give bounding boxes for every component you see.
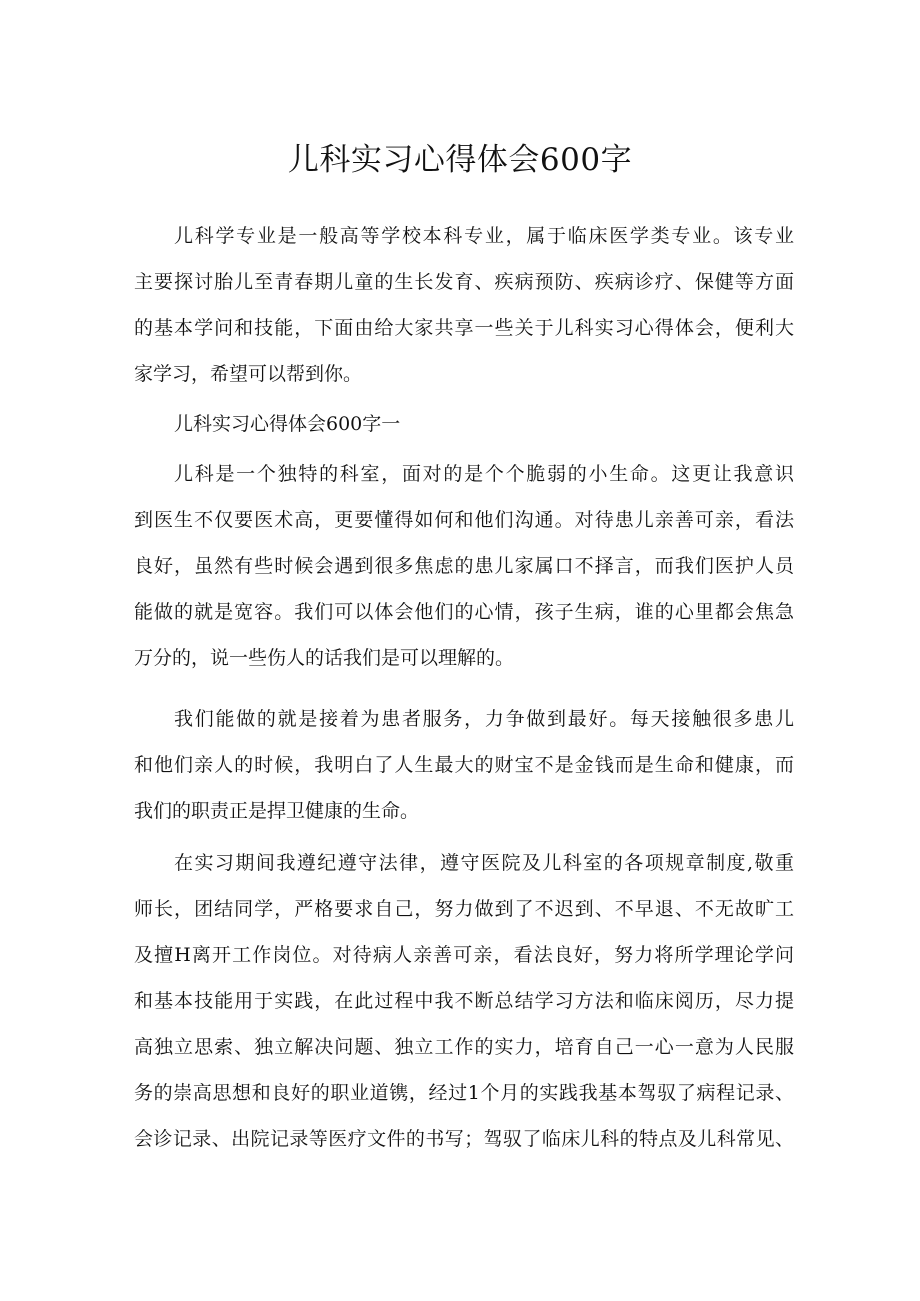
paragraph-3-line-1: 我们能做的就是接着为患者服务，力争做到最好。每天接触很多患儿 [174,708,794,730]
paragraph-3-line-3: 我们的职责正是捍卫健康的生命。 [134,800,420,822]
paragraph-2-line-3: 良好，虽然有些时候会遇到很多焦虑的患儿家属口不择言，而我们医护人员 [134,555,794,577]
paragraph-4-line-2: 师长，团结同学，严格要求自己，努力做到了不迟到、不早退、不无故旷工 [134,898,794,920]
paragraph-3-line-2: 和他们亲人的时候，我明白了人生最大的财宝不是金钱而是生命和健康，而 [134,754,794,776]
paragraph-4-line-5: 高独立思索、独立解决问题、独立工作的实力，培育自己一心一意为人民服 [134,1036,794,1058]
document-title: 儿科实习心得体会600字 [287,142,633,178]
paragraph-4-line-4: 和基本技能用于实践，在此过程中我不断总结学习方法和临床阅历，尽力提 [134,990,794,1012]
paragraph-1-line-3: 的基本学问和技能，下面由给大家共享一些关于儿科实习心得体会，便利大 [134,317,794,339]
paragraph-1-line-2: 主要探讨胎儿至青春期儿童的生长发育、疾病预防、疾病诊疗、保健等方面 [134,271,794,293]
paragraph-4-line-6: 务的崇高思想和良好的职业道镌，经过1个月的实践我基本驾驭了病程记录、 [134,1082,794,1104]
paragraph-2-line-1: 儿科是一个独特的科室，面对的是个个脆弱的小生命。这更让我意识 [174,463,794,485]
paragraph-2-line-5: 万分的，说一些伤人的话我们是可以理解的。 [134,647,515,669]
paragraph-2-line-2: 到医生不仅要医术高，更要懂得如何和他们沟通。对待患儿亲善可亲，看法 [134,509,794,531]
paragraph-4-line-7: 会诊记录、出院记录等医疗文件的书写；驾驭了临床儿科的特点及儿科常见、 [134,1128,794,1150]
paragraph-2-line-4: 能做的就是宽容。我们可以体会他们的心情，孩子生病，谁的心里都会焦急 [134,601,794,623]
section-heading: 儿科实习心得体会600字一 [174,413,401,435]
paragraph-1-line-1: 儿科学专业是一般高等学校本科专业，属于临床医学类专业。该专业 [174,225,794,247]
paragraph-1-line-4: 家学习，希望可以帮到你。 [134,363,363,385]
paragraph-4-line-3: 及擅H离开工作岗位。对待病人亲善可亲，看法良好，努力将所学理论学问 [134,944,794,966]
paragraph-4-line-1: 在实习期间我遵纪遵守法律，遵守医院及儿科室的各项规章制度,敬重 [174,852,794,874]
